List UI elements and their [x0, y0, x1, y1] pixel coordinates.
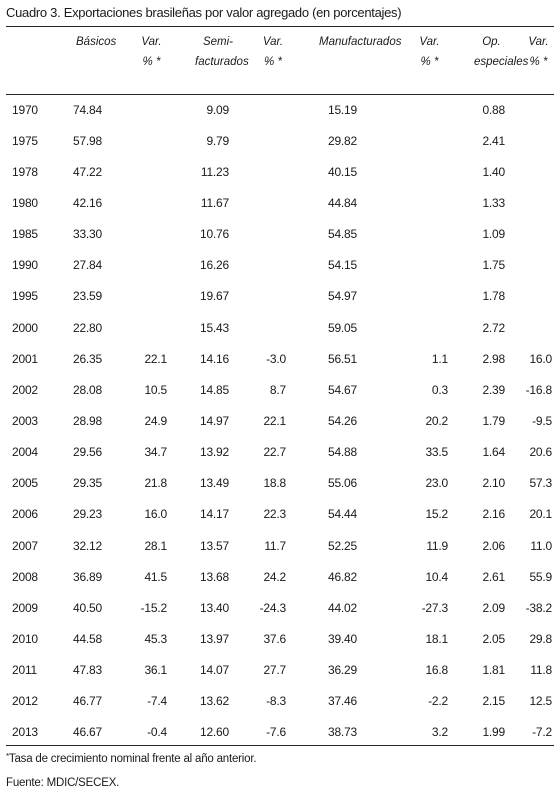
cell-var-basicos: -0.4: [147, 725, 167, 740]
top-rule: [6, 26, 554, 27]
cell-op-especiales: 1.40: [482, 164, 505, 179]
cell-var-op-especiales: [509, 125, 554, 156]
cell-var-manufacturados: -2.2: [428, 694, 448, 709]
cell-semifacturados: 10.76: [199, 227, 229, 242]
cell-basicos: 46.77: [72, 694, 102, 709]
cell-var-op-especiales: 16.0: [529, 351, 552, 366]
cell-var-basicos: 41.5: [144, 569, 167, 584]
cell-semifacturados: 14.85: [199, 382, 229, 397]
cell-manufacturados: 38.73: [327, 725, 357, 740]
header-var-semifacturados: Var. % *: [262, 36, 284, 68]
cell-var-semifacturados: 24.2: [263, 569, 286, 584]
table-row: [6, 530, 554, 561]
cell-op-especiales: 2.10: [482, 476, 505, 491]
table-body: [6, 94, 554, 748]
cell-var-semifacturados: 27.7: [263, 663, 286, 678]
cell-manufacturados: 56.51: [327, 351, 357, 366]
header-row: [6, 32, 554, 94]
cell-var-op-especiales: -9.5: [532, 413, 552, 428]
cell-var-basicos: 36.1: [144, 663, 167, 678]
cell-op-especiales: 2.09: [482, 600, 505, 615]
cell-manufacturados: 54.44: [327, 507, 357, 522]
cell-year: 2010: [12, 631, 38, 646]
cell-year: 1985: [12, 227, 38, 242]
cell-semifacturados: 14.97: [199, 413, 229, 428]
cell-basicos: 26.35: [72, 351, 102, 366]
cell-semifacturados: 19.67: [199, 289, 229, 304]
cell-semifacturados: 13.57: [199, 538, 229, 553]
source-note: Fuente: MDIC/SECEX.: [6, 777, 120, 789]
cell-manufacturados: 54.88: [327, 445, 357, 460]
cell-op-especiales: 0.88: [482, 102, 505, 117]
cell-basicos: 32.12: [72, 538, 102, 553]
cell-basicos: 28.98: [72, 413, 102, 428]
cell-var-manufacturados: [389, 94, 452, 125]
header-basicos: Básicos: [76, 36, 117, 48]
cell-var-basicos: [116, 156, 171, 187]
cell-var-semifacturados: [241, 281, 291, 312]
cell-year: 2007: [12, 538, 38, 553]
cell-op-especiales: 2.15: [482, 694, 505, 709]
cell-var-semifacturados: [241, 250, 291, 281]
cell-op-especiales: 1.79: [482, 413, 505, 428]
cell-op-especiales: 2.61: [482, 569, 505, 584]
table-row: [6, 374, 554, 405]
cell-year: 2004: [12, 445, 38, 460]
cell-var-manufacturados: 3.2: [431, 725, 448, 740]
cell-var-semifacturados: 22.1: [263, 413, 286, 428]
cell-var-op-especiales: 11.0: [530, 538, 552, 553]
cell-op-especiales: 1.99: [482, 725, 505, 740]
cell-manufacturados: 44.02: [327, 600, 357, 615]
cell-semifacturados: 13.68: [199, 569, 229, 584]
cell-op-especiales: 2.16: [482, 507, 505, 522]
cell-op-especiales: 1.09: [482, 227, 505, 242]
cell-var-manufacturados: 20.2: [425, 413, 448, 428]
table-row: [6, 717, 554, 748]
header-var-manufacturados: Var. % *: [419, 36, 440, 68]
cell-var-basicos: 28.1: [144, 538, 167, 553]
cell-manufacturados: 37.46: [327, 694, 357, 709]
cell-var-semifacturados: -7.6: [266, 725, 286, 740]
cell-var-manufacturados: [389, 250, 452, 281]
table-row: [6, 94, 554, 125]
cell-manufacturados: 59.05: [327, 320, 357, 335]
cell-var-semifacturados: -8.3: [266, 694, 286, 709]
cell-var-semifacturados: [241, 94, 291, 125]
footnote-mark: *: [6, 752, 9, 761]
cell-year: 2011: [12, 663, 38, 678]
footnote-text: Tasa de crecimiento nominal frente al año anterior.: [8, 753, 257, 765]
table-row: [6, 686, 554, 717]
cell-op-especiales: 2.05: [482, 631, 505, 646]
cell-basicos: 36.89: [72, 569, 102, 584]
cell-semifacturados: 14.07: [199, 663, 229, 678]
cell-manufacturados: 54.97: [327, 289, 357, 304]
cell-basicos: 47.22: [72, 164, 102, 179]
cell-year: 1990: [12, 258, 38, 273]
cell-var-semifacturados: 11.7: [264, 538, 286, 553]
cell-manufacturados: 29.82: [327, 133, 357, 148]
cell-var-manufacturados: -27.3: [421, 600, 448, 615]
cell-year: 1975: [12, 133, 38, 148]
cell-semifacturados: 13.92: [199, 445, 229, 460]
table-row: [6, 187, 554, 218]
cell-var-op-especiales: 20.6: [529, 445, 552, 460]
header-manufacturados: Manufacturados: [319, 36, 402, 48]
cell-basicos: 57.98: [72, 133, 102, 148]
cell-year: 2012: [12, 694, 38, 709]
cell-var-manufacturados: 33.5: [425, 445, 448, 460]
cell-var-manufacturados: 11.9: [426, 538, 448, 553]
cell-semifacturados: 12.60: [199, 725, 229, 740]
cell-var-semifacturados: [241, 187, 291, 218]
cell-basicos: 42.16: [72, 195, 102, 210]
cell-year: 1980: [12, 195, 38, 210]
cell-manufacturados: 46.82: [327, 569, 357, 584]
cell-basicos: 44.58: [72, 631, 102, 646]
cell-semifacturados: 14.17: [199, 507, 229, 522]
cell-year: 2013: [12, 725, 38, 740]
cell-var-semifacturados: 37.6: [263, 631, 286, 646]
cell-manufacturados: 54.85: [327, 227, 357, 242]
cell-var-op-especiales: -38.2: [525, 600, 552, 615]
cell-var-semifacturados: 22.3: [263, 507, 286, 522]
cell-var-op-especiales: 11.8: [530, 663, 552, 678]
table-row: [6, 561, 554, 592]
cell-var-op-especiales: [509, 94, 554, 125]
cell-var-basicos: [116, 312, 171, 343]
cell-var-basicos: [116, 281, 171, 312]
cell-var-basicos: 21.8: [144, 476, 167, 491]
table-row: [6, 156, 554, 187]
cell-var-op-especiales: [509, 219, 554, 250]
table-row: [6, 281, 554, 312]
cell-basicos: 40.50: [72, 600, 102, 615]
cell-op-especiales: 1.75: [482, 258, 505, 273]
cell-var-semifacturados: 18.8: [263, 476, 286, 491]
cell-year: 2002: [12, 382, 38, 397]
exports-table: [6, 32, 554, 748]
cell-var-basicos: 45.3: [144, 631, 167, 646]
cell-var-basicos: 10.5: [144, 382, 167, 397]
cell-var-manufacturados: 18.1: [425, 631, 448, 646]
cell-var-semifacturados: -24.3: [259, 600, 286, 615]
table-row: [6, 219, 554, 250]
cell-var-op-especiales: 12.5: [529, 694, 552, 709]
cell-var-basicos: -15.2: [140, 600, 167, 615]
cell-var-manufacturados: 0.3: [431, 382, 448, 397]
table-row: [6, 343, 554, 374]
cell-manufacturados: 54.15: [327, 258, 357, 273]
cell-var-manufacturados: [389, 312, 452, 343]
cell-op-especiales: 2.98: [482, 351, 505, 366]
cell-semifacturados: 11.67: [200, 195, 229, 210]
table-row: [6, 405, 554, 436]
cell-basicos: 74.84: [72, 102, 102, 117]
cell-semifacturados: 16.26: [199, 258, 229, 273]
cell-basicos: 29.35: [72, 476, 102, 491]
cell-basicos: 27.84: [72, 258, 102, 273]
cell-semifacturados: 11.23: [200, 164, 229, 179]
cell-var-basicos: 22.1: [144, 351, 167, 366]
table-row: [6, 655, 554, 686]
cell-var-op-especiales: 57.3: [529, 476, 552, 491]
cell-var-op-especiales: [509, 281, 554, 312]
cell-var-manufacturados: 23.0: [425, 476, 448, 491]
cell-var-op-especiales: [509, 156, 554, 187]
cell-var-op-especiales: 29.8: [529, 631, 552, 646]
cell-var-op-especiales: 55.9: [529, 569, 552, 584]
cell-year: 1978: [12, 164, 38, 179]
cell-op-especiales: 2.06: [482, 538, 505, 553]
cell-var-manufacturados: 10.4: [425, 569, 448, 584]
cell-basicos: 29.56: [72, 445, 102, 460]
cell-var-semifacturados: [241, 125, 291, 156]
cell-manufacturados: 54.67: [327, 382, 357, 397]
cell-basicos: 33.30: [72, 227, 102, 242]
cell-year: 2008: [12, 569, 38, 584]
cell-manufacturados: 52.25: [327, 538, 357, 553]
table-title: Cuadro 3. Exportaciones brasileñas por valor agregado (en porcentajes): [6, 5, 402, 20]
table-row: [6, 125, 554, 156]
cell-basicos: 47.83: [72, 663, 102, 678]
cell-op-especiales: 1.33: [482, 195, 505, 210]
cell-var-op-especiales: [509, 250, 554, 281]
cell-manufacturados: 15.19: [327, 102, 357, 117]
cell-year: 2000: [12, 320, 38, 335]
bottom-rule: [6, 745, 554, 746]
cell-semifacturados: 9.79: [206, 133, 229, 148]
cell-var-semifacturados: [241, 219, 291, 250]
cell-var-op-especiales: -16.8: [525, 382, 552, 397]
cell-op-especiales: 2.72: [482, 320, 505, 335]
table-row: [6, 468, 554, 499]
cell-year: 1995: [12, 289, 38, 304]
cell-var-manufacturados: [389, 219, 452, 250]
cell-op-especiales: 2.39: [482, 382, 505, 397]
cell-semifacturados: 13.40: [199, 600, 229, 615]
cell-var-basicos: [116, 125, 171, 156]
cell-var-op-especiales: [509, 312, 554, 343]
table-row: [6, 592, 554, 623]
cell-var-semifacturados: [241, 312, 291, 343]
table-row: [6, 312, 554, 343]
cell-manufacturados: 55.06: [327, 476, 357, 491]
cell-year: 2005: [12, 476, 38, 491]
cell-var-basicos: 16.0: [144, 507, 167, 522]
cell-var-semifacturados: -3.0: [266, 351, 286, 366]
header-var-basicos: Var. % *: [141, 36, 162, 68]
cell-var-op-especiales: [509, 187, 554, 218]
cell-var-op-especiales: -7.2: [532, 725, 552, 740]
cell-var-basicos: [116, 94, 171, 125]
cell-semifacturados: 15.43: [199, 320, 229, 335]
cell-var-basicos: [116, 219, 171, 250]
cell-var-manufacturados: [389, 125, 452, 156]
cell-basicos: 28.08: [72, 382, 102, 397]
cell-manufacturados: 36.29: [327, 663, 357, 678]
cell-var-semifacturados: 8.7: [269, 382, 286, 397]
cell-var-basicos: 24.9: [144, 413, 167, 428]
cell-basicos: 23.59: [72, 289, 102, 304]
header-year: [6, 32, 46, 94]
cell-semifacturados: 14.16: [199, 351, 229, 366]
cell-var-manufacturados: [389, 156, 452, 187]
cell-var-manufacturados: 15.2: [425, 507, 448, 522]
cell-year: 2003: [12, 413, 38, 428]
cell-semifacturados: 13.97: [199, 631, 229, 646]
cell-semifacturados: 9.09: [206, 102, 229, 117]
cell-var-basicos: [116, 187, 171, 218]
cell-op-especiales: 1.81: [482, 663, 505, 678]
table-row: [6, 623, 554, 654]
cell-manufacturados: 39.40: [327, 631, 357, 646]
cell-var-manufacturados: 1.1: [431, 351, 448, 366]
cell-var-manufacturados: 16.8: [425, 663, 448, 678]
cell-year: 2001: [12, 351, 38, 366]
cell-var-basicos: [116, 250, 171, 281]
cell-manufacturados: 54.26: [327, 413, 357, 428]
cell-var-semifacturados: 22.7: [263, 445, 286, 460]
cell-year: 2006: [12, 507, 38, 522]
table-row: [6, 250, 554, 281]
cell-semifacturados: 13.62: [199, 694, 229, 709]
cell-manufacturados: 44.84: [327, 195, 357, 210]
cell-basicos: 22.80: [72, 320, 102, 335]
cell-var-manufacturados: [389, 187, 452, 218]
cell-manufacturados: 40.15: [327, 164, 357, 179]
footnote: [6, 753, 256, 765]
cell-year: 2009: [12, 600, 38, 615]
cell-var-basicos: -7.4: [147, 694, 167, 709]
header-var-op-especiales: Var. % *: [528, 36, 549, 68]
cell-op-especiales: 2.41: [482, 133, 505, 148]
table-row: [6, 499, 554, 530]
cell-var-manufacturados: [389, 281, 452, 312]
cell-op-especiales: 1.78: [482, 289, 505, 304]
cell-var-basicos: 34.7: [144, 445, 167, 460]
cell-basicos: 46.67: [72, 725, 102, 740]
cell-op-especiales: 1.64: [482, 445, 505, 460]
cell-var-semifacturados: [241, 156, 291, 187]
cell-basicos: 29.23: [72, 507, 102, 522]
cell-year: 1970: [12, 102, 38, 117]
header-semifacturados: Semi- facturados: [195, 36, 249, 68]
table-row: [6, 437, 554, 468]
header-op-especiales: Op. especiales: [474, 36, 529, 68]
cell-semifacturados: 13.49: [199, 476, 229, 491]
cell-var-op-especiales: 20.1: [529, 507, 552, 522]
